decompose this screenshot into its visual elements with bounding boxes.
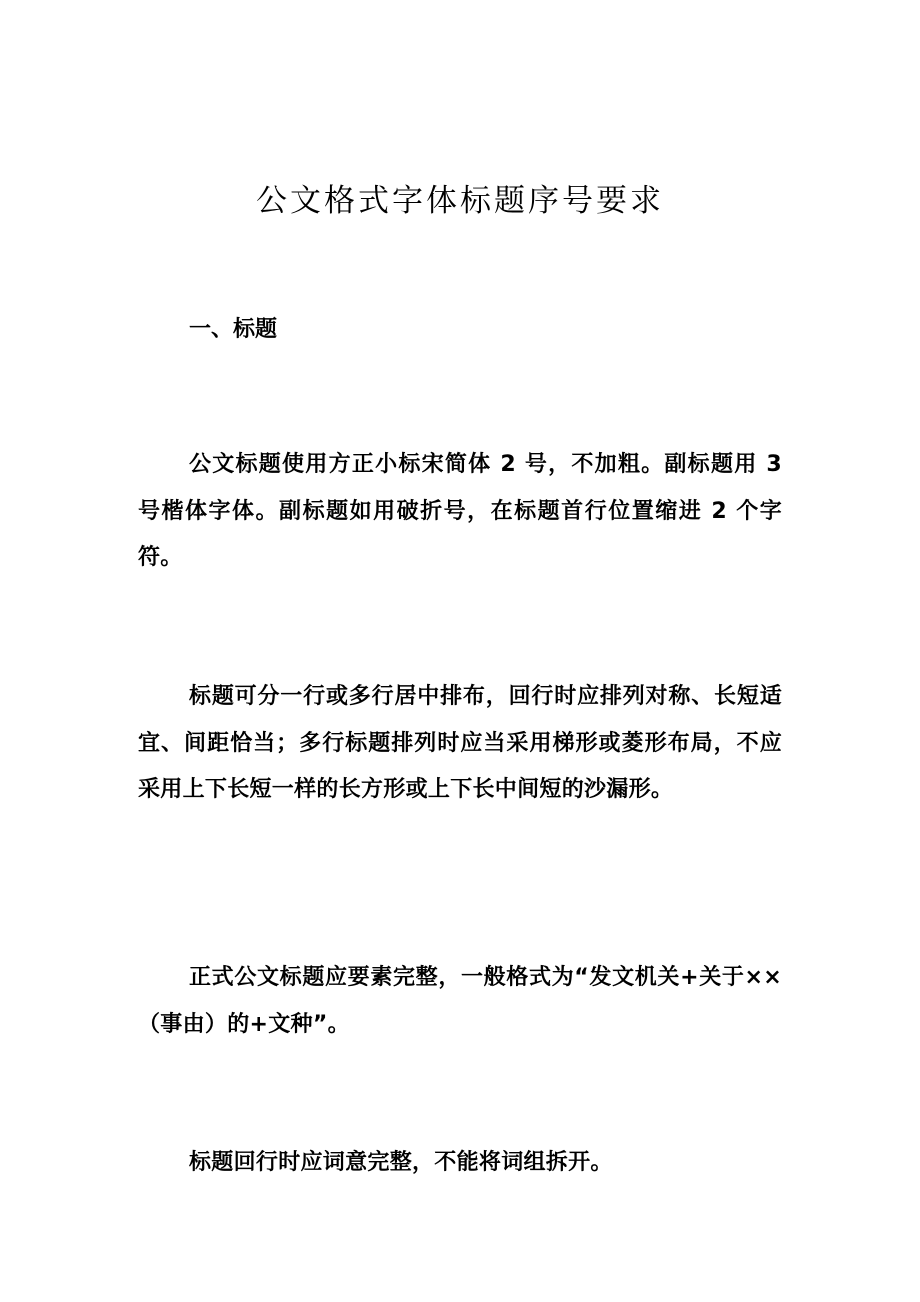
section-heading: 一、标题 xyxy=(189,317,278,342)
paragraph-title-line-break: 标题回行时应词意完整，不能将词组拆开。 xyxy=(189,1150,613,1175)
document-title: 公文格式字体标题序号要求 xyxy=(256,182,664,219)
paragraph-title-layout: 标题可分一行或多行居中排布，回行时应排列对称、长短适宜、间距恰当；多行标题排列时应当采用梯形或菱形布局，不应采用上下长短一样的长方形或上下长中间短的沙漏形。 xyxy=(138,684,782,802)
paragraph-title-font: 公文标题使用方正小标宋简体 2 号，不加粗。副标题用 3 号楷体字体。副标题如用破折号，在标题首行位置缩进 2 个字符。 xyxy=(138,452,782,570)
paragraph-title-elements: 正式公文标题应要素完整，一般格式为“发文机关+关于××（事由）的+文种”。 xyxy=(138,965,782,1037)
